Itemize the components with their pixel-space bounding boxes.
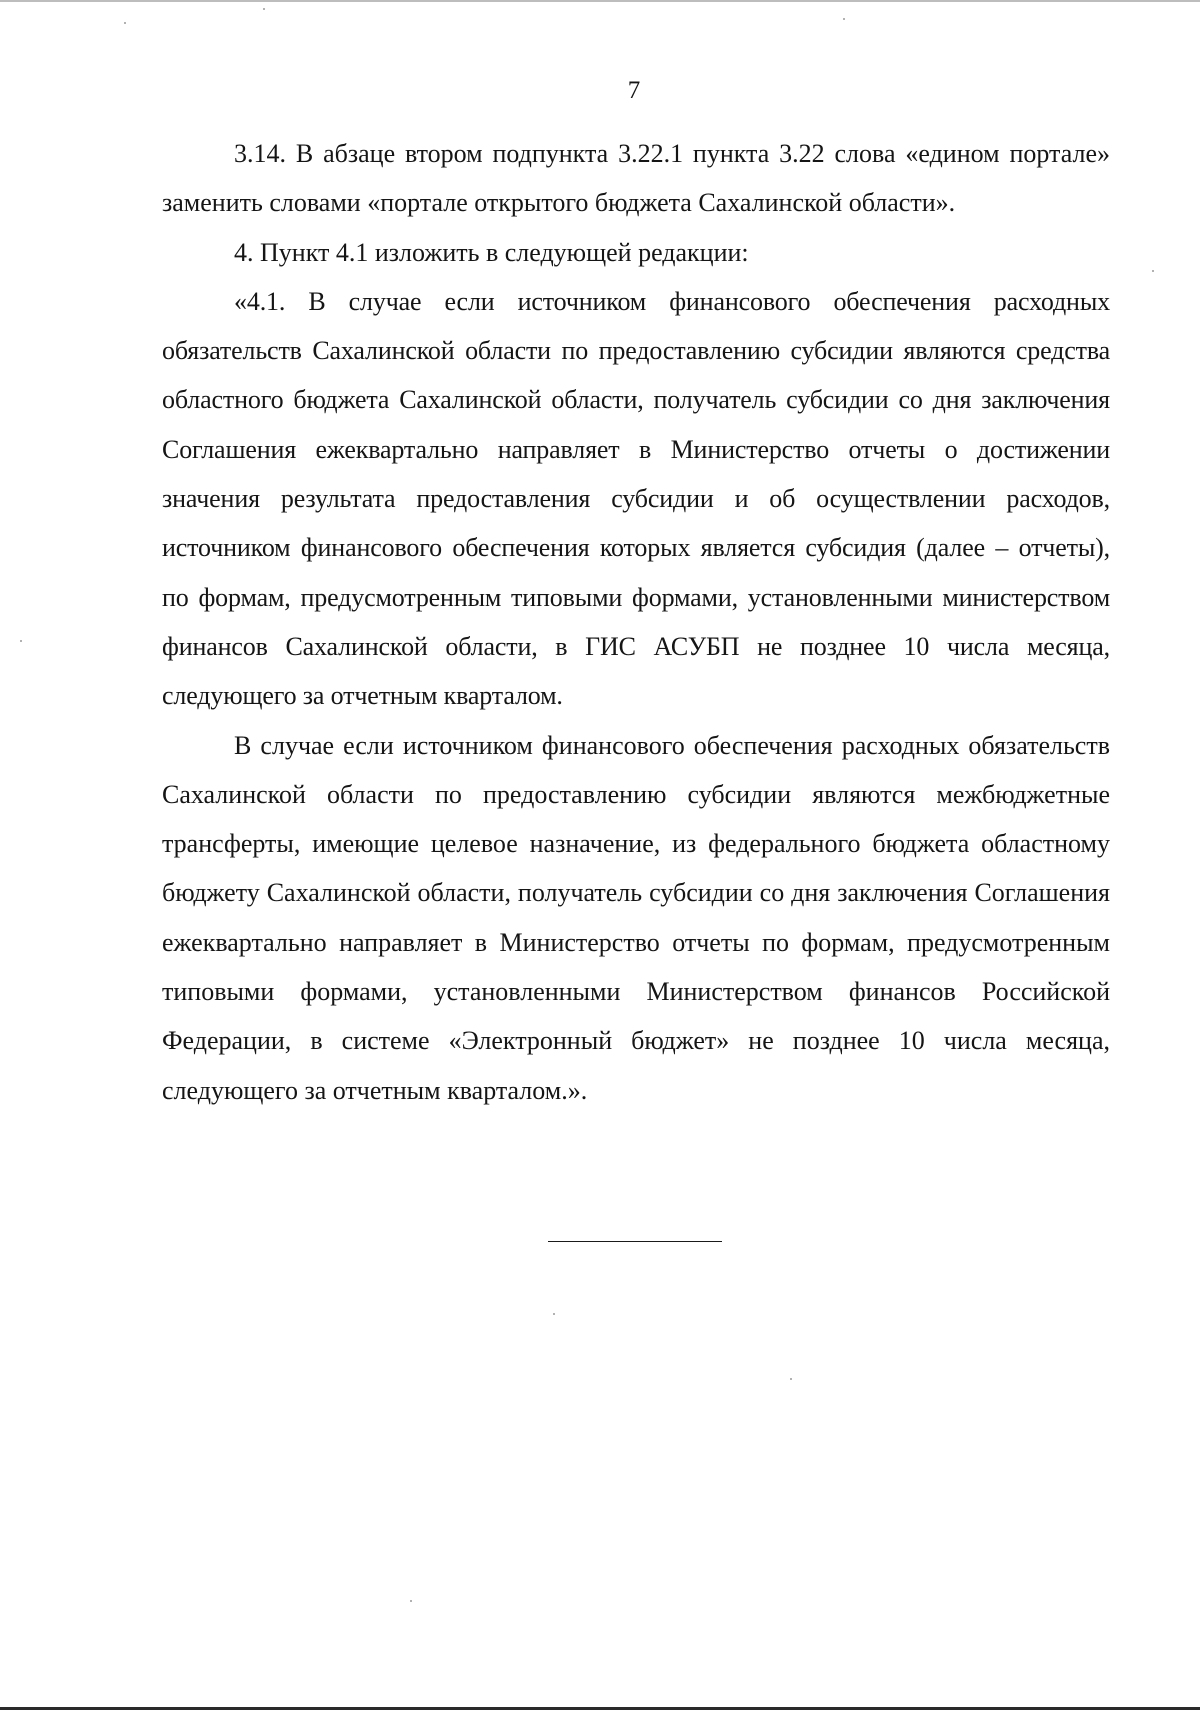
scan-edge-top bbox=[0, 0, 1200, 2]
paragraph-4-1: «4.1. В случае если источником финансового обеспечения расходных обязательств Сахалинской области по предоставлению субсидии являются средства областного бюджета Сахалинской области, получатель субсидии со дня заключения Соглашения ежеквартально направляет в Министерство отчеты о достижении значения результата предоставления субсидии и об осуществлении расходов, источником финансового обеспечения которых является субсидия (далее – отчеты), по формам, предусмотренным типовыми формами, установленными министерством финансов Сахалинской области, в ГИС АСУБП не позднее 10 числа месяца, следующего за отчетным кварталом. bbox=[162, 286, 1110, 711]
scan-speck bbox=[1152, 270, 1154, 272]
scan-speck bbox=[263, 8, 265, 10]
scan-speck bbox=[790, 1378, 792, 1380]
scan-speck bbox=[124, 22, 126, 24]
paragraph-3-14: 3.14. В абзаце втором подпункта 3.22.1 пункта 3.22 слова «едином портале» заменить словами «портале открытого бюджета Сахалинской области». bbox=[162, 139, 1110, 218]
paragraph-4: 4. Пункт 4.1 изложить в следующей редакции: bbox=[234, 237, 749, 267]
scan-speck bbox=[20, 640, 22, 642]
end-of-text-rule bbox=[548, 1241, 722, 1242]
scan-speck bbox=[843, 18, 845, 20]
page-number: 7 bbox=[627, 77, 641, 104]
document-body bbox=[162, 129, 1110, 1115]
scan-speck bbox=[410, 1600, 412, 1602]
paragraph-4-1-federal: В случае если источником финансового обеспечения расходных обязательств Сахалинской области по предоставлению субсидии являются межбюджетные трансферты, имеющие целевое назначение, из федерального бюджета областному бюджету Сахалинской области, получатель субсидии со дня заключения Соглашения ежеквартально направляет в Министерство отчеты по формам, предусмотренным типовыми формами, установленными Министерством финансов Российской Федерации, в системе «Электронный бюджет» не позднее 10 числа месяца, следующего за отчетным кварталом.». bbox=[162, 730, 1110, 1105]
scan-speck bbox=[553, 1313, 555, 1315]
